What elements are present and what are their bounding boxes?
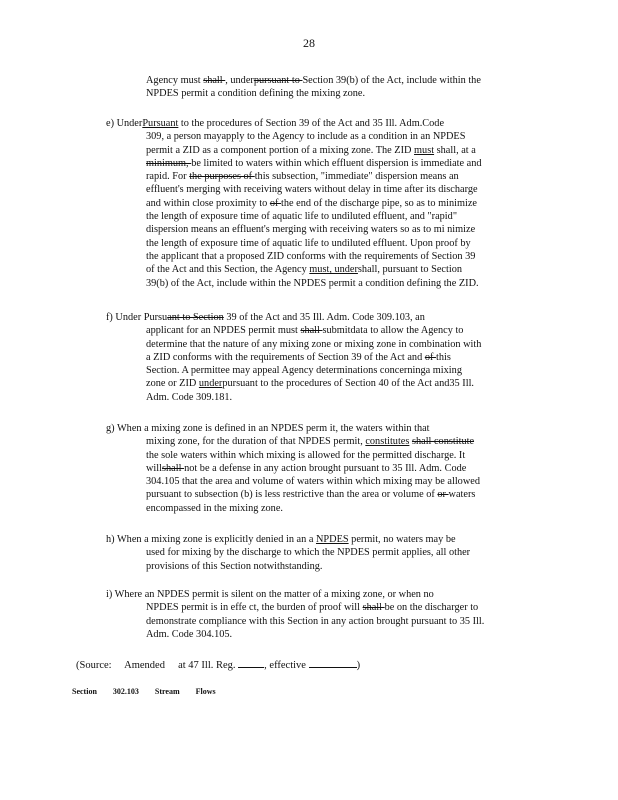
text-run: permit a ZID as a component portion of a mixing zone. The ZID — [146, 144, 415, 156]
text-run: and within close proximity to — [146, 197, 270, 209]
text-run: mixing zone, for the duration of that NPDES permit, — [146, 436, 366, 448]
text-run: NPDES permit a condition defining the mixing zone. — [146, 88, 366, 100]
struck-text: shall — [300, 325, 323, 337]
struck-text: shall — [203, 75, 226, 86]
text-run: pursuant to the procedures of Section 40 of the Act and35 Ill. — [222, 378, 474, 390]
struck-text: the purposes of — [189, 171, 255, 183]
text-run: Agency must — [146, 75, 204, 86]
text-line — [106, 533, 470, 546]
struck-text: ant to Section — [167, 312, 224, 323]
text-run: submitdata to allow the Agency to — [322, 325, 464, 337]
text-run: this — [435, 351, 451, 363]
text-run: the length of exposure time of aquatic life to undiluted effluent, and "rapid" — [146, 211, 458, 223]
section-number: 302.103 — [112, 687, 139, 696]
page-number: 28 — [303, 36, 315, 50]
text-line — [106, 560, 470, 573]
text-run: e) Under — [106, 118, 143, 129]
text-line — [106, 338, 481, 351]
text-run: pursuant to subsection (b) is less restrictive than the area or volume of — [146, 489, 438, 501]
paragraph-f — [106, 311, 481, 404]
source-note — [76, 657, 360, 671]
text-run: Section. A permittee may appeal Agency determinations concerninga mixing — [146, 365, 462, 377]
text-run: dispersion means an effluent's merging with receiving waters so as to mi nimize — [146, 224, 476, 236]
section-word: Section — [72, 687, 97, 696]
source-close: ) — [356, 660, 361, 671]
text-line — [106, 183, 482, 196]
text-run: 304.105 that the area and volume of waters within which mixing may be allowed — [146, 476, 480, 488]
text-line — [106, 237, 482, 250]
struck-text: shall — [162, 462, 185, 474]
text-run: the sole waters within which mixing is allowed for the permitted discharge. It — [146, 449, 466, 461]
text-run: shall, at a — [434, 144, 476, 156]
text-line — [106, 117, 482, 130]
underlined-text: must — [414, 144, 435, 156]
struck-text: shall constitute — [411, 436, 475, 448]
struck-text: of — [424, 351, 436, 363]
text-line — [106, 170, 482, 183]
text-run: , under — [225, 75, 254, 86]
text-line — [106, 197, 482, 210]
text-run: not be a defense in any action brought pursuant to 35 Ill. Adm. Code — [184, 462, 467, 474]
text-run: Adm. Code 309.181. — [146, 391, 233, 403]
text-run: effluent's merging with receiving waters without delay in time after its discharge — [146, 184, 478, 196]
paragraph-g — [106, 422, 480, 515]
text-run: encompassed in the mixing zone. — [146, 502, 283, 514]
paragraph-h — [106, 533, 470, 573]
text-line — [106, 628, 484, 641]
text-run: shall, pursuant to Section — [357, 264, 463, 276]
paragraph-i — [106, 588, 484, 641]
text-line — [106, 588, 484, 601]
struck-text: or — [437, 489, 449, 501]
text-line — [106, 210, 482, 223]
text-line — [106, 462, 480, 475]
text-run: rapid. For — [146, 171, 190, 183]
text-run: be limited to waters within which effluent dispersion is immediate and — [191, 157, 482, 169]
text-run: permit, no waters may be — [348, 534, 456, 545]
text-line — [106, 615, 484, 628]
text-run: g) When a mixing zone is defined in an NPDES perm it, the waters within that — [106, 423, 430, 434]
underlined-text: NPDES — [315, 534, 349, 545]
text-line — [106, 488, 480, 501]
underlined-text: Pursuant — [142, 118, 179, 129]
text-line — [106, 277, 482, 290]
underlined-text: constitutes — [365, 436, 410, 448]
text-run: i) Where an NPDES permit is silent on the matter of a mixing zone, or when no — [106, 589, 434, 600]
text-run: the length of exposure time of aquatic life to undiluted effluent. Upon proof by — [146, 237, 471, 249]
text-run: of the Act and this Section, the Agency — [146, 264, 310, 276]
text-line — [106, 157, 482, 170]
struck-text: pursuant to — [253, 75, 303, 86]
text-line — [146, 74, 481, 87]
text-run: Adm. Code 304.105. — [146, 628, 233, 640]
text-run: Section 39(b) of the Act, include within the — [302, 75, 481, 86]
text-run: 39 of the Act and 35 Ill. Adm. Code 309.103, an — [223, 312, 425, 323]
text-run: used for mixing by the discharge to which the NPDES permit applies, all other — [146, 547, 471, 559]
text-line — [106, 263, 482, 276]
text-run: a ZID conforms with the requirements of Section 39 of the Act and — [146, 351, 425, 363]
text-run: to the procedures of Section 39 of the Act and 35 Ill. Adm.Code — [178, 118, 445, 129]
text-line — [106, 311, 481, 324]
section-heading — [72, 687, 230, 696]
text-line — [106, 144, 482, 157]
text-line — [106, 422, 480, 435]
text-run: the applicant that a proposed ZID conforms with the requirements of Section 39 — [146, 250, 476, 262]
text-line — [106, 130, 482, 143]
text-run: NPDES permit is in effe ct, the burden of proof will — [146, 602, 363, 614]
register-page-blank — [238, 657, 264, 668]
text-run: determine that the nature of any mixing zone or mixing zone in combination with — [146, 338, 482, 350]
text-run: 309, a person mayapply to the Agency to include as a condition in an NPDES — [146, 131, 466, 143]
text-line — [106, 324, 481, 337]
text-run: waters — [448, 489, 476, 501]
effective-date-blank — [309, 657, 357, 668]
text-run: will — [146, 462, 163, 474]
paragraph-e — [106, 117, 482, 290]
intro-paragraph — [146, 74, 481, 101]
text-line — [106, 351, 481, 364]
text-line — [106, 601, 484, 614]
struck-text: of — [269, 197, 281, 209]
text-line — [106, 377, 481, 390]
text-line — [106, 223, 482, 236]
text-run: applicant for an NPDES permit must — [146, 325, 301, 337]
text-line — [106, 391, 481, 404]
underlined-text: must, under — [309, 264, 358, 276]
text-line — [106, 364, 481, 377]
text-run: 39(b) of the Act, include within the NPDES permit a condition defining the ZID. — [146, 277, 479, 289]
section-title-flows: Flows — [195, 687, 216, 696]
source-open: (Source: — [76, 660, 112, 671]
text-line — [106, 546, 470, 559]
struck-text: shall — [362, 602, 385, 614]
text-line — [106, 502, 480, 515]
underlined-text: under — [198, 378, 223, 390]
source-effective: , effective — [264, 660, 306, 671]
text-run: zone or ZID — [146, 378, 199, 390]
text-run: this subsection, "immediate" dispersion means an — [254, 171, 459, 183]
text-line — [106, 435, 480, 448]
text-run: provisions of this Section notwithstanding. — [146, 560, 323, 572]
text-run: be on the discharger to — [384, 602, 479, 614]
text-line — [106, 250, 482, 263]
section-title-stream: Stream — [154, 687, 180, 696]
source-amended: Amended — [124, 660, 165, 671]
source-register: at 47 Ill. Reg. — [178, 660, 236, 671]
text-line — [106, 475, 480, 488]
text-run: the end of the discharge pipe, so as to minimize — [281, 197, 477, 209]
text-run: f) Under Pursu — [106, 312, 168, 323]
text-line — [106, 449, 480, 462]
text-line — [146, 87, 481, 100]
struck-text: minimum, — [146, 157, 192, 169]
text-run: demonstrate compliance with this Section in any action brought pursuant to 35 Ill. — [146, 615, 485, 627]
text-run: h) When a mixing zone is explicitly denied in an a — [106, 534, 316, 545]
